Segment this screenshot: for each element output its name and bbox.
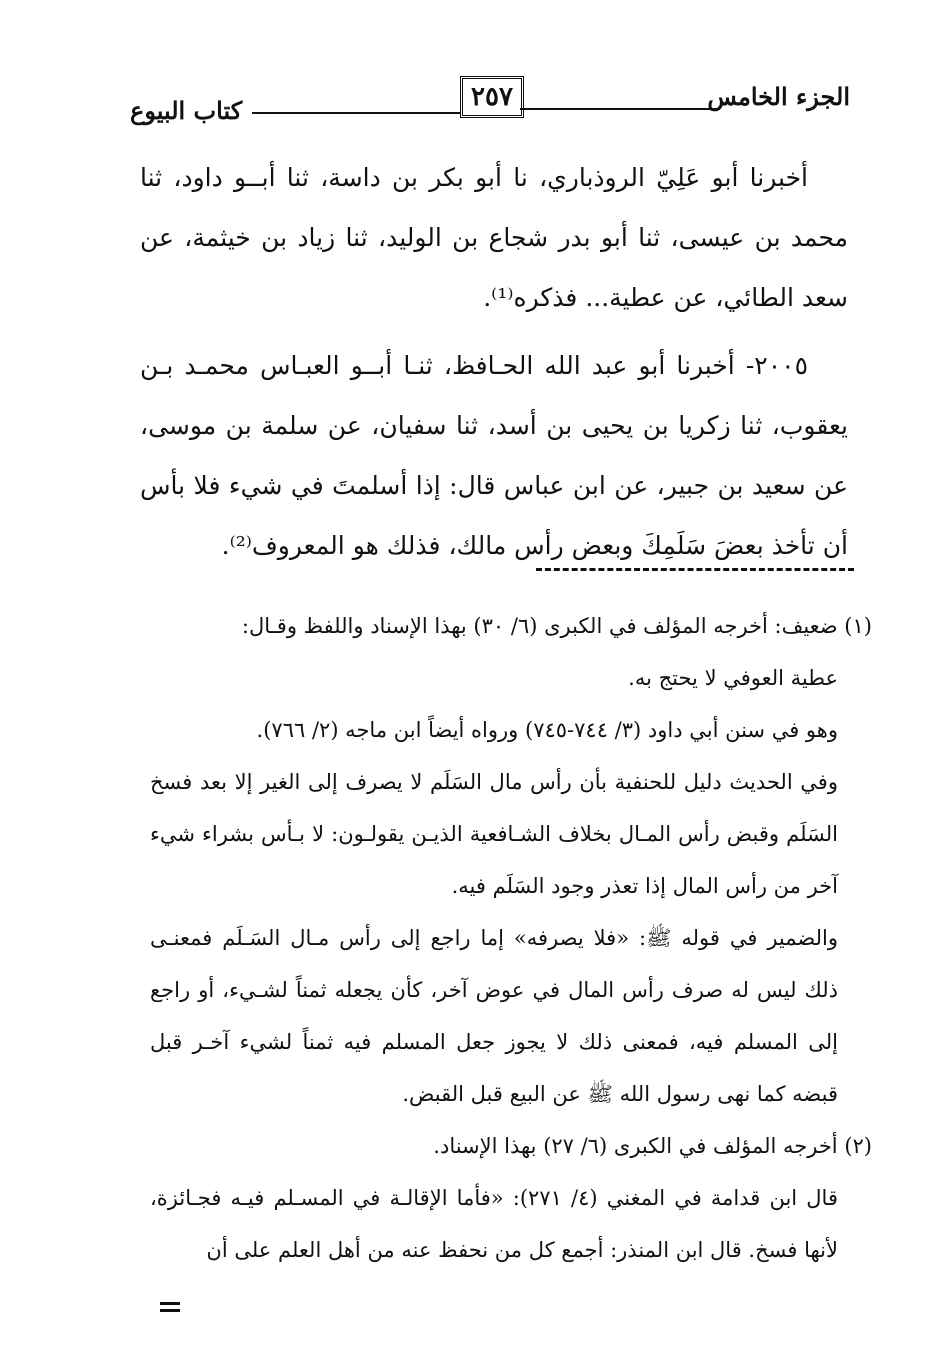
- main-text: [140, 148, 848, 576]
- page-header: [130, 68, 850, 128]
- footnote-1: (١) ضعيف: أخرجه المؤلف في الكبرى (٦/ ٣٠) بهذا الإسناد واللفظ وقـال:: [241, 614, 872, 638]
- footnote-2-paragraph: قال ابن قدامة في المغني (٤/ ٢٧١): «فأما الإقالـة في المسـلم فيـه فجـائزة، لأنها فسخ. قال ابن المنذر: أجمع كل من نحفظ عنه من أهل العلم على أن: [150, 1186, 838, 1262]
- footnotes: [150, 600, 872, 1276]
- footnote-1-line: عطية العوفي لا يحتج به.: [628, 666, 838, 690]
- footnote-1-paragraph: والضمير في قوله ﷺ: «فلا يصرفه» إما راجع إلى رأس مـال السَـلَم فمعنـى ذلك ليس له صرف رأس المال في عوض آخر، كأن يجعله ثمناً لشـيء، أو راجع إلى المسلم فيه، فمعنى ذلك لا يجوز جعل المسلم فيه ثمناً لشيء آخـر قبل قبضه كما نهى رسول الله ﷺ عن البيع قبل القبض.: [150, 926, 838, 1106]
- header-rule: [520, 108, 720, 110]
- header-rule: [252, 112, 460, 114]
- footnote-2: (٢) أخرجه المؤلف في الكبرى (٦/ ٢٧) بهذا الإسناد.: [433, 1134, 872, 1158]
- footnote-divider: [536, 568, 854, 571]
- running-head-book: كتاب البيوع: [130, 96, 243, 125]
- hadith-paragraph: ٢٠٠٥- أخبرنا أبو عبد الله الحـافظ، ثنـا أبــو العبـاس محمـد بـن يعقوب، ثنا زكريا بن يحيى بن أسد، ثنا سفيان، عن سلمة بن موسى، عن سعيد بن جبير، عن ابن عباس قال: إذا أسلمتَ في شيء فلا بأس أن تأخذ بعضَ سَلَمِكَ وبعض رأس مالك، فذلك هو المعروف⁽²⁾.: [140, 351, 848, 560]
- hadith-paragraph: أخبرنا أبو عَلِيّ الروذباري، نا أبو بكر بن داسة، ثنا أبــو داود، ثنا محمد بن عيسى، ثنا أبو بدر شجاع بن الوليد، ثنا زياد بن خيثمة، عن سعد الطائي، عن عطية... فذكره⁽¹⁾.: [140, 163, 848, 312]
- footnote-1-paragraph: وهو في سنن أبي داود (٣/ ٧٤٤-٧٤٥) ورواه أيضاً ابن ماجه (٢/ ٧٦٦).: [256, 718, 838, 742]
- page-number: ٢٥٧: [460, 76, 524, 118]
- running-head-part: الجزء الخامس: [707, 82, 850, 111]
- footnote-1-paragraph: وفي الحديث دليل للحنفية بأن رأس مال السَلَم لا يصرف إلى الغير إلا بعد فسخ السَلَم وقبض رأس المـال بخلاف الشـافعية الذيـن يقولـون: لا بـأس بشراء شيء آخر من رأس المال إذا تعذر وجود السَلَم فيه.: [150, 770, 838, 898]
- continuation-mark: [160, 1302, 180, 1314]
